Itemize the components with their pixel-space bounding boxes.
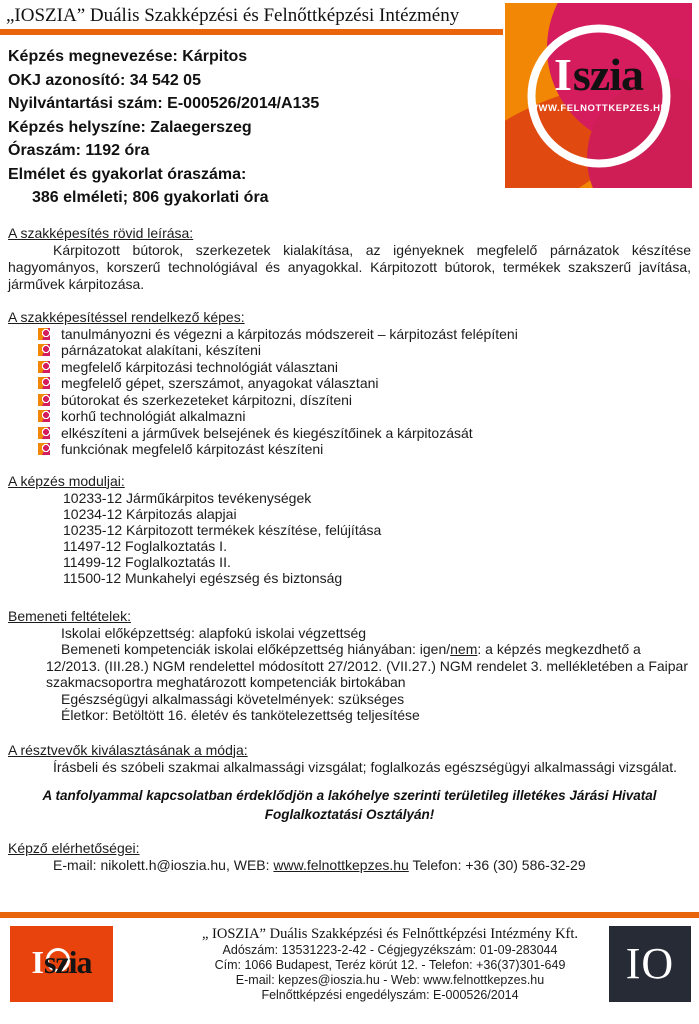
footer-ioszia-logo <box>10 926 113 1002</box>
capability-text: párnázatokat alakítani, készíteni <box>61 342 262 358</box>
capability-text: tanulmányozni és végezni a kárpitozás módszereit – kárpitozást felépíteni <box>61 325 518 342</box>
entry-item-health: Egészségügyi alkalmassági követelmények: szükséges <box>61 690 405 707</box>
footer-io-logo <box>609 926 691 1002</box>
module-line: 10234-12 Kárpitozás alapjai <box>63 505 237 522</box>
capability-text: elkészíteni a járművek belsejének és kiegészítőinek a kárpitozását <box>61 424 473 441</box>
logo-wordmark <box>505 51 692 99</box>
contact-web-link[interactable]: www.felnottkepzes.hu <box>273 856 409 873</box>
course-okj-line: OKJ azonosító: 34 542 05 <box>8 71 201 89</box>
list-item <box>8 425 691 442</box>
list-item <box>8 326 691 343</box>
capability-text: bútorokat és szerkezeteket kárpitozni, díszíteni <box>61 391 353 408</box>
footer-accent-bar <box>0 912 699 918</box>
module-line: 10233-12 Járműkárpitos tevékenységek <box>63 489 312 506</box>
entry-competences-pre: Bemeneti kompetenciák iskolai előképzettség hiányában: igen/ <box>61 641 451 657</box>
footer-address-line: Cím: 1066 Budapest, Teréz körút 12. - Telefon: +36(37)301-649 <box>214 957 566 972</box>
module-line: 11500-12 Munkahelyi egészség és biztonság <box>63 569 343 586</box>
ioszia-bullet-icon <box>38 410 50 422</box>
footer <box>0 926 699 1010</box>
entry-item-competences <box>46 641 691 691</box>
module-line: 10235-12 Kárpitozott termékek készítése, felújítása <box>63 521 382 538</box>
entry-conditions-heading: Bemeneti feltételek: <box>8 607 131 624</box>
course-name-line: Képzés megnevezése: Kárpitos <box>8 48 248 65</box>
capabilities-heading: A szakképesítéssel rendelkező képes: <box>8 308 245 325</box>
footer-logo-letter-i: I <box>31 943 43 980</box>
entry-item-schooling: Iskolai előképzettség: alapfokú iskolai végzettség <box>61 624 367 641</box>
ioszia-bullet-icon <box>38 328 50 340</box>
course-hours-line: Óraszám: 1192 óra <box>8 142 150 159</box>
course-registry-line: Nyilvántartási szám: E-000526/2014/A135 <box>8 95 320 112</box>
list-item <box>8 342 691 359</box>
list-item <box>8 408 691 425</box>
footer-permit-line: Felnőttképzési engedélyszám: E-000526/2014 <box>261 987 519 1002</box>
course-location-line: Képzés helyszíne: Zalaegerszeg <box>8 118 252 136</box>
selection-paragraph: Írásbeli és szóbeli szakmai alkalmassági vizsgálat; foglalkozás egészségügyi alkalmassági vizsgálat. <box>53 758 678 775</box>
list-item <box>8 392 691 409</box>
modules-list <box>8 490 691 586</box>
description-heading: A szakképesítés rövid leírása: <box>8 224 194 241</box>
list-item <box>8 375 691 392</box>
ioszia-bullet-icon <box>38 443 50 455</box>
course-theory-practice-values: 386 elméleti; 806 gyakorlati óra <box>32 189 269 206</box>
entry-item-age: Életkor: Betöltött 16. életév és tankötelezettség teljesítése <box>61 707 420 723</box>
course-theory-practice-label: Elmélet és gyakorlat óraszáma: <box>8 165 247 183</box>
entry-competences-underlined: nem <box>450 641 478 657</box>
modules-heading: A képzés moduljai: <box>8 472 125 489</box>
ioszia-bullet-icon <box>38 361 50 373</box>
footer-company-name: „ IOSZIA” Duális Szakképzési és Felnőttképzési Intézmény Kft. <box>201 925 579 942</box>
ioszia-logo <box>505 3 692 188</box>
header-accent-bar <box>0 29 503 35</box>
footer-logo-letters-szia: szia <box>43 943 92 980</box>
module-line: 11497-12 Foglalkoztatás I. <box>63 537 227 554</box>
capability-text: megfelelő gépet, szerszámot, anyagokat választani <box>61 375 379 391</box>
footer-tax-line: Adószám: 13531223-2-42 - Cégjegyzékszám: 01-09-283044 <box>222 942 558 957</box>
list-item <box>8 359 691 376</box>
capabilities-list <box>8 326 691 458</box>
header-title: „IOSZIA” Duális Szakképzési és Felnőttképzési Intézmény <box>6 5 460 26</box>
ioszia-bullet-icon <box>38 394 50 406</box>
footer-email-line: E-mail: kepzes@ioszia.hu - Web: www.felnottkepzes.hu <box>235 972 545 987</box>
capability-text: korhű technológiát alkalmazni <box>61 408 246 424</box>
capability-text: megfelelő kárpitozási technológiát választani <box>61 358 339 375</box>
description-paragraph: Kárpitozott bútorok, szerkezetek kialakítása, az igényeknek megfelelő párnázatok készítése hagyományos, korszerű technológiával és anyagokkal. Kárpitozott bútorok, termékek szakszerű javítása, járművek kárpitozása. <box>8 241 691 292</box>
contact-line <box>8 857 691 874</box>
notice-text: A tanfolyammal kapcsolatban érdeklődjön a lakóhelye szerinti területileg illetékes Járási Hivatal Foglalkoztatási Osztályán! <box>42 787 657 822</box>
ioszia-bullet-icon <box>38 427 50 439</box>
contact-heading: Képző elérhetőségei: <box>8 839 140 856</box>
capability-text: funkciónak megfelelő kárpitozást készíteni <box>61 441 324 457</box>
ioszia-bullet-icon <box>38 377 50 389</box>
module-line: 11499-12 Foglalkoztatás II. <box>63 553 231 570</box>
footer-logo-wordmark <box>10 944 113 980</box>
selection-heading: A résztvevők kiválasztásának a módja: <box>8 741 248 758</box>
logo-letter-i: I <box>553 49 571 100</box>
list-item <box>8 441 691 458</box>
entry-conditions-list <box>8 625 691 724</box>
logo-letters-szia: szia <box>572 49 643 100</box>
ioszia-bullet-icon <box>38 344 50 356</box>
entry-competences-post: : a képzés megkezdhető a 12/2013. (III.28.) NGM rendelettel módosított 27/2012. (VII.27.) NGM rendelet 3. mellékletében a Faipar szakmacsoportra meghatározott kompetenciák birtokában <box>46 641 688 690</box>
contact-email-text: E-mail: nikolett.h@ioszia.hu, WEB: <box>53 856 274 873</box>
course-facts <box>8 45 498 210</box>
footer-io-logo-text: IO <box>625 939 675 988</box>
footer-company-block <box>160 926 620 1003</box>
contact-phone-text: Telefon: +36 (30) 586-32-29 <box>408 856 586 873</box>
logo-url-text: WWW.FELNOTTKEPZES.HU <box>528 103 669 114</box>
